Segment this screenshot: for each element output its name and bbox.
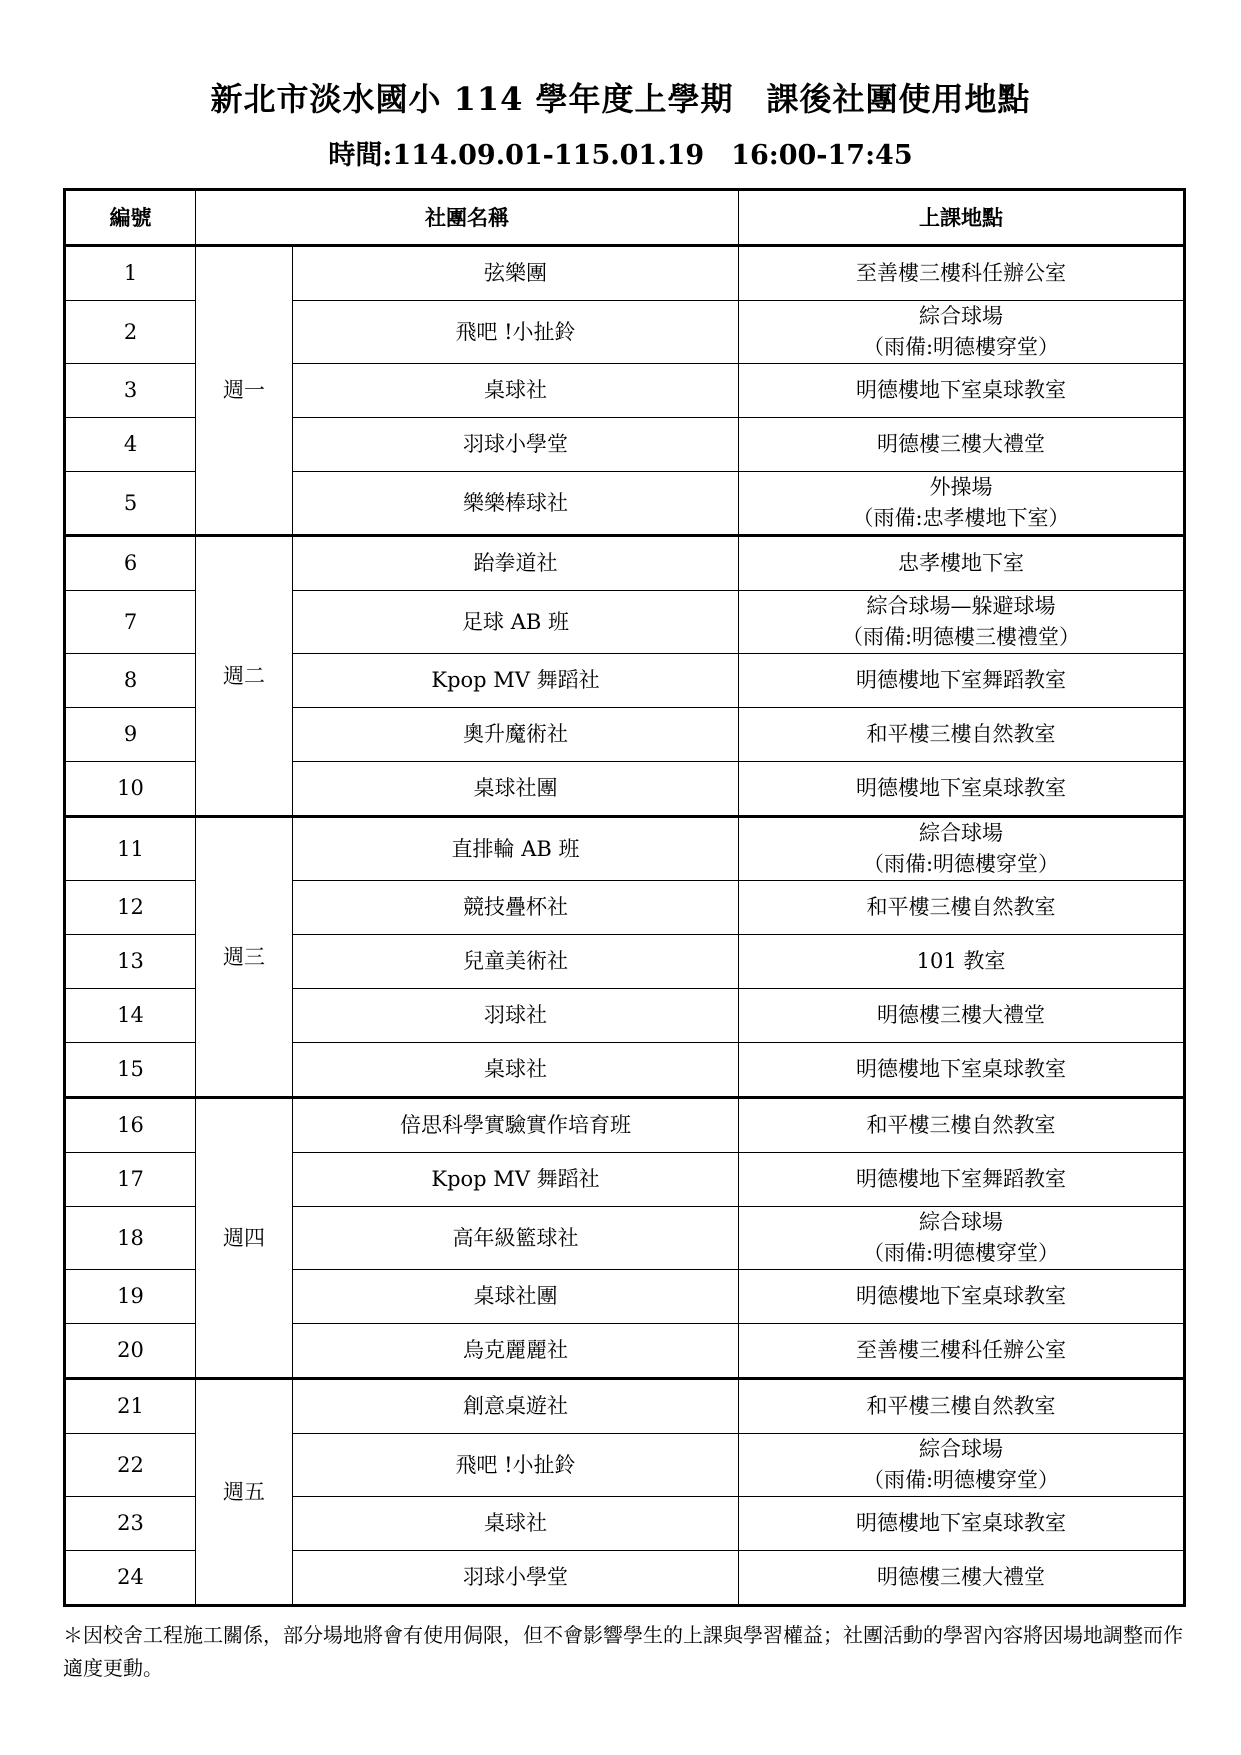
club-location (739, 591, 1185, 654)
club-schedule-table (63, 188, 1186, 1607)
page-title: 新北市淡水國小 114 學年度上學期 課後社團使用地點 (210, 80, 1031, 118)
club-location (739, 817, 1185, 881)
club-number: 4 (65, 418, 196, 472)
location-main: 明德樓地下室桌球教室 (856, 776, 1066, 800)
club-name: 烏克麗麗社 (293, 1324, 739, 1379)
table-row (65, 1098, 1185, 1153)
club-name: 桌球社 (293, 1497, 739, 1551)
location-main: 忠孝樓地下室 (898, 551, 1024, 575)
club-number: 24 (65, 1551, 196, 1606)
club-number: 6 (65, 536, 196, 591)
location-main: 明德樓地下室舞蹈教室 (856, 1167, 1066, 1191)
table-row (65, 817, 1185, 881)
club-number: 8 (65, 654, 196, 708)
table-row (65, 246, 1185, 301)
club-name: 樂樂棒球社 (293, 472, 739, 536)
location-rain-backup: （雨備:忠孝樓地下室） (852, 506, 1070, 530)
club-number: 18 (65, 1207, 196, 1270)
club-name: 直排輪 AB 班 (293, 817, 739, 881)
club-number: 7 (65, 591, 196, 654)
table-header-row (65, 190, 1185, 246)
club-number: 9 (65, 708, 196, 762)
location-main: 101 教室 (916, 949, 1006, 973)
table-body (65, 246, 1185, 1606)
location-main: 明德樓三樓大禮堂 (877, 1003, 1045, 1027)
location-main: 明德樓地下室桌球教室 (856, 1057, 1066, 1081)
club-number: 13 (65, 935, 196, 989)
location-rain-backup: （雨備:明德樓穿堂） (862, 1468, 1060, 1492)
location-main: 明德樓地下室桌球教室 (856, 378, 1066, 402)
club-name: 跆拳道社 (293, 536, 739, 591)
club-location (739, 418, 1185, 472)
club-name: 羽球小學堂 (293, 418, 739, 472)
club-location (739, 1324, 1185, 1379)
club-location (739, 881, 1185, 935)
club-location (739, 654, 1185, 708)
weekday-cell: 週五 (196, 1379, 293, 1606)
club-location (739, 1207, 1185, 1270)
location-main: 綜合球場 (919, 1210, 1003, 1234)
location-main: 明德樓地下室舞蹈教室 (856, 668, 1066, 692)
location-main: 至善樓三樓科任辦公室 (856, 1338, 1066, 1362)
club-name: 兒童美術社 (293, 935, 739, 989)
club-location (739, 536, 1185, 591)
location-main: 和平樓三樓自然教室 (866, 1113, 1056, 1137)
club-number: 2 (65, 301, 196, 364)
club-number: 16 (65, 1098, 196, 1153)
weekday-cell: 週四 (196, 1098, 293, 1379)
club-name: Kpop MV 舞蹈社 (293, 654, 739, 708)
location-main: 明德樓地下室桌球教室 (856, 1511, 1066, 1535)
club-name: 奧升魔術社 (293, 708, 739, 762)
location-main: 和平樓三樓自然教室 (866, 895, 1056, 919)
table-row (65, 536, 1185, 591)
location-rain-backup: （雨備:明德樓三樓禮堂） (841, 625, 1081, 649)
club-location (739, 989, 1185, 1043)
club-location (739, 1497, 1185, 1551)
location-rain-backup: （雨備:明德樓穿堂） (862, 335, 1060, 359)
club-name: 飛吧 !小扯鈴 (293, 1434, 739, 1497)
schedule-time: 時間:114.09.01-115.01.19 16:00-17:45 (328, 140, 913, 171)
club-name: 羽球小學堂 (293, 1551, 739, 1606)
club-location (739, 1043, 1185, 1098)
club-location (739, 246, 1185, 301)
location-main: 外操場 (929, 475, 993, 499)
weekday-cell: 週一 (196, 246, 293, 536)
location-main: 綜合球場—躲避球場 (866, 594, 1056, 618)
location-main: 至善樓三樓科任辦公室 (856, 261, 1066, 285)
club-number: 5 (65, 472, 196, 536)
club-number: 19 (65, 1270, 196, 1324)
club-name: 競技疊杯社 (293, 881, 739, 935)
club-number: 23 (65, 1497, 196, 1551)
column-header-number: 編號 (65, 190, 196, 246)
club-location (739, 1098, 1185, 1153)
club-number: 12 (65, 881, 196, 935)
club-name: 倍思科學實驗實作培育班 (293, 1098, 739, 1153)
column-header-location: 上課地點 (739, 190, 1185, 246)
club-location (739, 472, 1185, 536)
club-number: 22 (65, 1434, 196, 1497)
club-location (739, 1379, 1185, 1434)
column-header-club-name: 社團名稱 (196, 190, 739, 246)
club-number: 1 (65, 246, 196, 301)
club-number: 21 (65, 1379, 196, 1434)
club-location (739, 935, 1185, 989)
club-location (739, 301, 1185, 364)
club-name: 桌球社 (293, 1043, 739, 1098)
location-rain-backup: （雨備:明德樓穿堂） (862, 1241, 1060, 1265)
location-main: 和平樓三樓自然教室 (866, 722, 1056, 746)
club-location (739, 708, 1185, 762)
club-location (739, 364, 1185, 418)
club-number: 15 (65, 1043, 196, 1098)
location-main: 和平樓三樓自然教室 (866, 1394, 1056, 1418)
club-name: 飛吧 !小扯鈴 (293, 301, 739, 364)
club-name: 羽球社 (293, 989, 739, 1043)
club-name: 足球 AB 班 (293, 591, 739, 654)
footnote: ＊因校舍工程施工關係，部分場地將會有使用侷限，但不會影響學生的上課與學習權益；社團活動的學習內容將因場地調整而作適度更動。 (63, 1623, 1183, 1680)
club-number: 20 (65, 1324, 196, 1379)
club-location (739, 1153, 1185, 1207)
club-name: 弦樂團 (293, 246, 739, 301)
club-name: 桌球社團 (293, 1270, 739, 1324)
weekday-cell: 週三 (196, 817, 293, 1098)
club-name: 桌球社團 (293, 762, 739, 817)
club-location (739, 1434, 1185, 1497)
location-main: 綜合球場 (919, 1437, 1003, 1461)
club-location (739, 1551, 1185, 1606)
club-number: 11 (65, 817, 196, 881)
club-name: 創意桌遊社 (293, 1379, 739, 1434)
table-row (65, 1379, 1185, 1434)
location-main: 明德樓地下室桌球教室 (856, 1284, 1066, 1308)
location-main: 明德樓三樓大禮堂 (877, 432, 1045, 456)
weekday-cell: 週二 (196, 536, 293, 817)
club-location (739, 1270, 1185, 1324)
club-number: 14 (65, 989, 196, 1043)
location-main: 綜合球場 (919, 821, 1003, 845)
club-number: 3 (65, 364, 196, 418)
club-name: Kpop MV 舞蹈社 (293, 1153, 739, 1207)
club-location (739, 762, 1185, 817)
location-rain-backup: （雨備:明德樓穿堂） (862, 852, 1060, 876)
location-main: 明德樓三樓大禮堂 (877, 1565, 1045, 1589)
location-main: 綜合球場 (919, 304, 1003, 328)
club-name: 桌球社 (293, 364, 739, 418)
club-number: 10 (65, 762, 196, 817)
club-name: 高年級籃球社 (293, 1207, 739, 1270)
club-number: 17 (65, 1153, 196, 1207)
